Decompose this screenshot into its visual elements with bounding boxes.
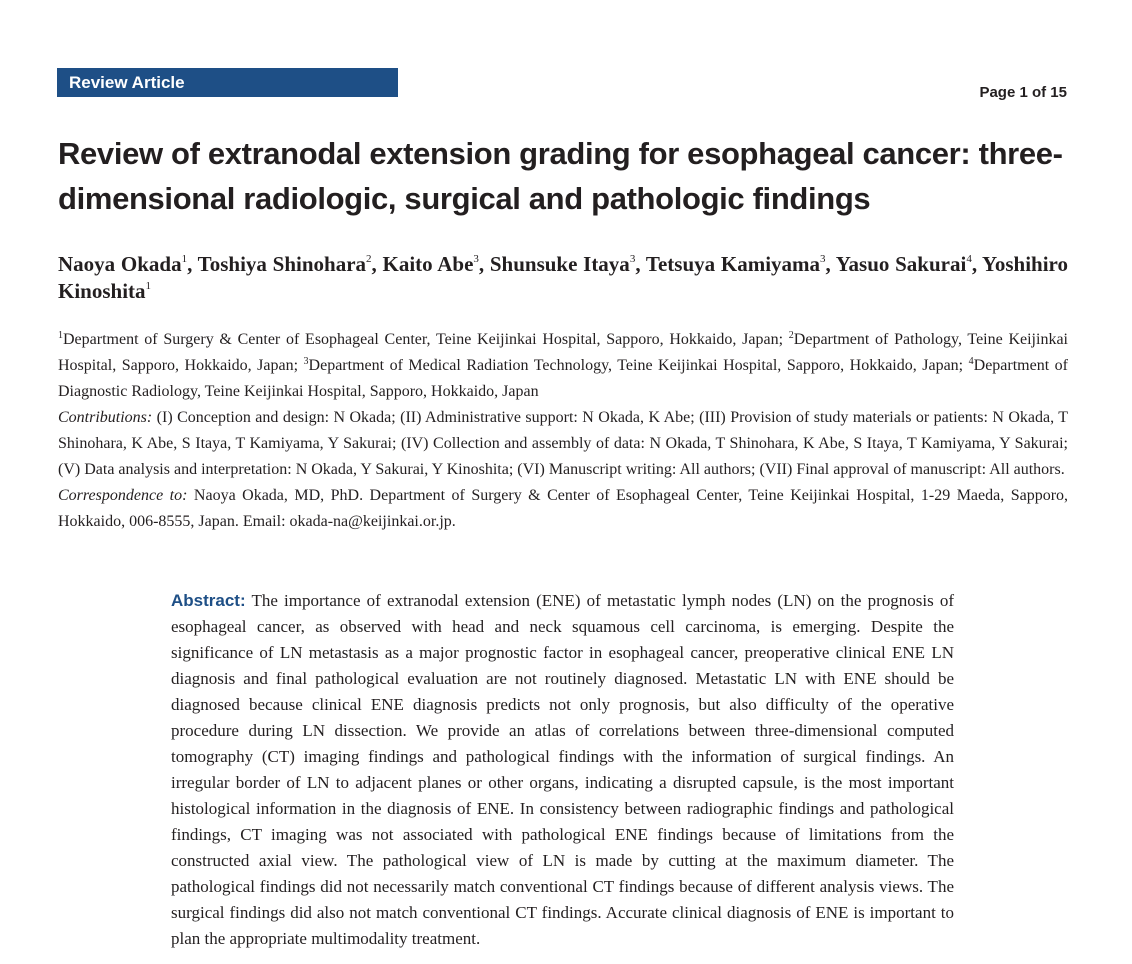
correspondence-text: Naoya Okada, MD, PhD. Department of Surgery & Center of Esophageal Center, Teine Keijinkai Hospital, 1-29 Maeda, Sapporo, Hokkaido, 006-8555, Japan. Email: okada-na@keijinkai.or.jp. bbox=[58, 487, 1069, 530]
page-number: Page 1 of 15 bbox=[979, 84, 1067, 101]
affiliation-number: 1 bbox=[58, 330, 63, 341]
author-affiliation-number: 1 bbox=[181, 253, 188, 265]
author-entry bbox=[58, 252, 198, 276]
author-name: Yasuo Sakurai bbox=[835, 252, 967, 276]
author-name: Yoshihiro Kinoshita bbox=[58, 252, 1068, 303]
affiliation-entry bbox=[58, 331, 789, 348]
contributions-text: (I) Conception and design: N Okada; (II) Administrative support: N Okada, K Abe; (III) Provision of study materials or patients: N Okada, T Shinohara, K Abe, S Itaya, T Kamiyama, Y Sakurai; (IV) Collection and assembly of data: N Okada, T Shinohara, K Abe, S Itaya, T Kamiyama, Y Sakurai; (V) Data analysis and interpretation: N Okada, Y Sakurai, Y Kinoshita; (VI) Manuscript writing: All authors; (VII) Final approval of manuscript: All authors. bbox=[58, 409, 1069, 478]
author-affiliation-number: 3 bbox=[629, 253, 636, 265]
author-name: Kaito Abe bbox=[382, 252, 474, 276]
correspondence-label: Correspondence to: bbox=[58, 487, 188, 504]
affiliations bbox=[58, 327, 1068, 405]
article-title: Review of extranodal extension grading for esophageal cancer: three-dimensional radiologic, surgical and pathologic findings bbox=[58, 136, 1063, 216]
abstract-heading: Abstract: bbox=[171, 591, 246, 610]
author-name: Tetsuya Kamiyama bbox=[645, 252, 821, 276]
author-entry bbox=[198, 252, 383, 276]
author-affiliation-number: 3 bbox=[820, 253, 826, 265]
article-type-badge: Review Article bbox=[57, 68, 398, 97]
author-name: Naoya Okada bbox=[58, 252, 182, 276]
author-separator: , bbox=[371, 252, 383, 276]
affiliation-number: 4 bbox=[968, 356, 974, 367]
affiliation-number: 3 bbox=[303, 356, 309, 367]
affiliation-entry bbox=[304, 357, 969, 374]
affiliation-number: 2 bbox=[788, 330, 794, 341]
author-affiliation-number: 1 bbox=[145, 280, 152, 292]
author-entry bbox=[646, 252, 836, 276]
author-name: Toshiya Shinohara bbox=[197, 252, 367, 276]
author-separator: , bbox=[825, 252, 836, 276]
affiliation-text: Department of Diagnostic Radiology, Teine Keijinkai Hospital, Sapporo, Hokkaido, Japan bbox=[58, 357, 1068, 400]
author-separator: , bbox=[971, 252, 983, 276]
author-affiliation-number: 2 bbox=[366, 253, 372, 265]
contributions bbox=[58, 405, 1068, 483]
correspondence bbox=[58, 483, 1068, 535]
author-name: Shunsuke Itaya bbox=[489, 252, 630, 276]
front-matter-notes bbox=[58, 327, 1068, 535]
author-separator: , bbox=[635, 252, 646, 276]
abstract bbox=[171, 588, 954, 952]
abstract-text: The importance of extranodal extension (ENE) of metastatic lymph nodes (LN) on the prognosis of esophageal cancer, as observed with head and neck squamous cell carcinoma, is emerging. Despite the significance of LN metastasis as a major prognostic factor in esophageal cancer, preoperative clinical ENE LN diagnosis and final pathological evaluation are not routinely diagnosed. Metastatic LN with ENE should be diagnosed because clinical ENE diagnosis predicts not only prognosis, but also difficulty of the operative procedure during LN dissection. We provide an atlas of correlations between three-dimensional computed tomography (CT) imaging findings and pathological findings with the information of surgical findings. An irregular border of LN to adjacent planes or other organs, indicating a disrupted capsule, is the most important histological information in the diagnosis of ENE. In consistency between radiographic findings and pathological findings, CT imaging was not associated with pathological ENE findings because of limitations from the constructed axial view. The pathological view of LN is made by cutting at the maximum diameter. The pathological findings did not necessarily match conventional CT findings because of different analysis views. The surgical findings did also not match conventional CT findings. Accurate clinical diagnosis of ENE is important to plan the appropriate multimodality treatment. bbox=[171, 591, 954, 948]
author-affiliation-number: 4 bbox=[966, 253, 972, 265]
contributions-label: Contributions: bbox=[58, 409, 153, 426]
author-entry bbox=[490, 252, 646, 276]
affiliation-text: Department of Pathology, Teine Keijinkai Hospital, Sapporo, Hokkaido, Japan; bbox=[58, 331, 1068, 374]
author-affiliation-number: 3 bbox=[473, 253, 479, 265]
author-list bbox=[58, 251, 1068, 305]
affiliation-text: Department of Surgery & Center of Esophageal Center, Teine Keijinkai Hospital, Sapporo, Hokkaido, Japan; bbox=[63, 331, 789, 348]
author-separator: , bbox=[187, 252, 198, 276]
author-entry bbox=[383, 252, 490, 276]
affiliation-text: Department of Medical Radiation Technology, Teine Keijinkai Hospital, Sapporo, Hokkaido, Japan; bbox=[308, 357, 969, 374]
author-entry bbox=[836, 252, 982, 276]
author-separator: , bbox=[478, 252, 490, 276]
